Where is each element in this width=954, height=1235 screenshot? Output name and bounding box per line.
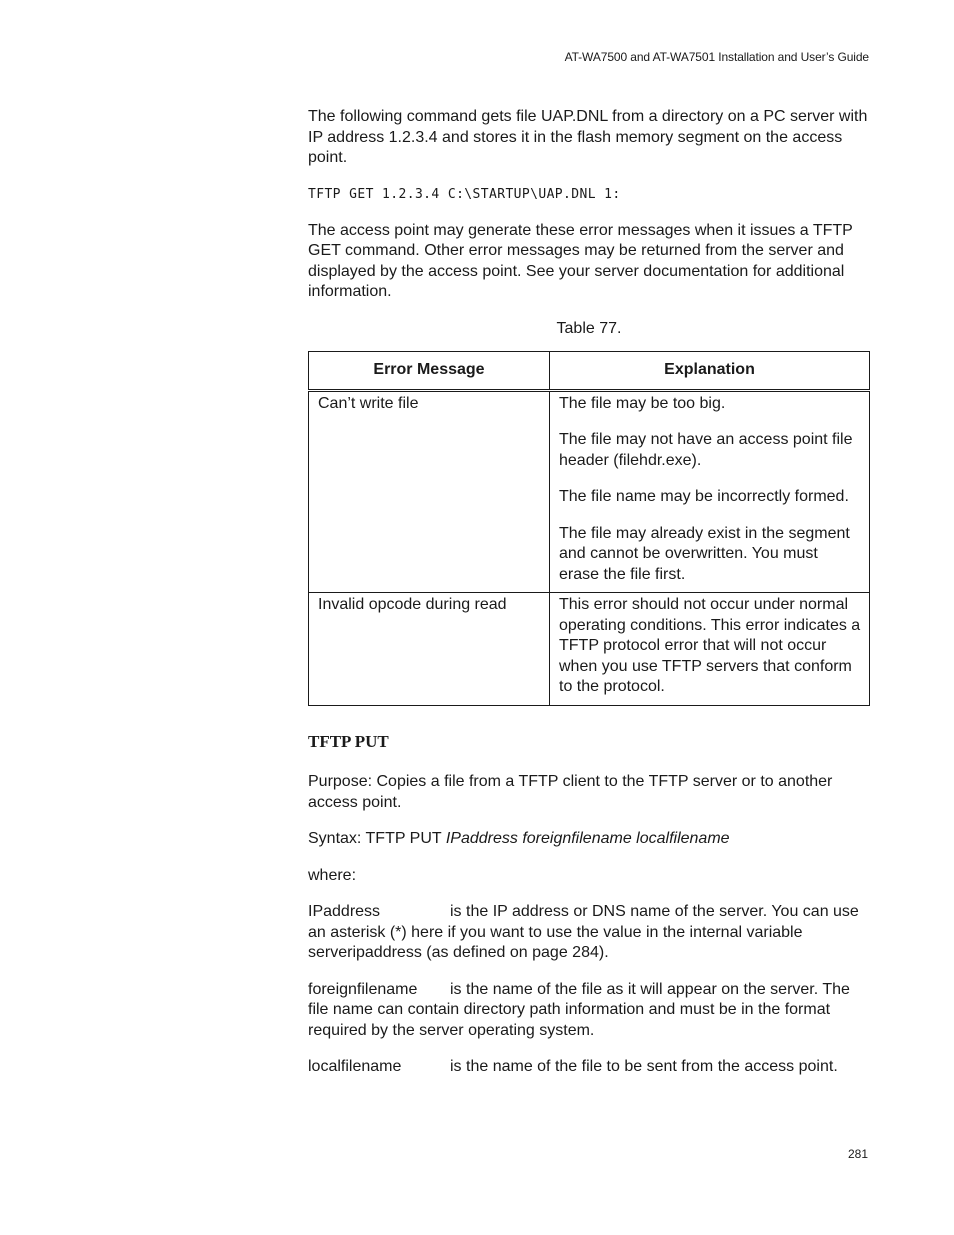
- section-heading: TFTP PUT: [308, 731, 389, 751]
- error-intro-paragraph: The access point may generate these error messages when it issues a TFTP GET command. Other error messages may be returned from the server and displayed by the access point. See your server documentation for additional information.: [308, 221, 853, 300]
- explanation-line: The file may already exist in the segment and cannot be overwritten. You must erase the file first.: [559, 524, 850, 583]
- parameter-name: IPaddress: [308, 903, 381, 920]
- table-row: [309, 390, 870, 593]
- parameter-name: localfilename: [308, 1058, 402, 1075]
- parameter-description: is the name of the file to be sent from the access point.: [450, 1058, 838, 1075]
- page-body: [308, 107, 870, 1094]
- table-row: [309, 593, 870, 706]
- parameter-description: is the IP address or DNS name of the server. You can use an asterisk (*) here if you want to use the value in the internal variable serveripaddress (as defined on page 284).: [308, 903, 859, 961]
- explanation-line: The file name may be incorrectly formed.: [559, 488, 849, 505]
- running-header: AT-WA7500 and AT-WA7501 Installation and User’s Guide: [564, 50, 869, 64]
- explanation-line: The file may not have an access point file header (filehdr.exe).: [559, 431, 853, 469]
- syntax-prefix: Syntax: TFTP PUT: [308, 830, 446, 847]
- column-header-error-message: Error Message: [309, 352, 550, 391]
- parameter-definition: [308, 980, 870, 1042]
- error-message-cell: [309, 593, 550, 706]
- syntax-paragraph: [308, 829, 870, 850]
- parameter-name: foreignfilename: [308, 980, 418, 998]
- error-table: [308, 351, 870, 706]
- parameter-definition: [308, 902, 870, 964]
- parameter-description: is the name of the file as it will appear on the server. The file name can contain directory path information and must be in the format required by the server operating system.: [308, 980, 850, 1039]
- explanation-cell: [550, 390, 870, 593]
- page-number: 281: [847, 1147, 868, 1161]
- intro-paragraph: The following command gets file UAP.DNL from a directory on a PC server with IP address 1.2.3.4 and stores it in the flash memory segment on the access point.: [308, 108, 868, 166]
- error-message: Can’t write file: [318, 394, 419, 412]
- column-header-explanation: Explanation: [550, 352, 870, 391]
- purpose-paragraph: Purpose: Copies a file from a TFTP client to the TFTP server or to another access point.: [308, 773, 833, 811]
- explanation-line: The file may be too big.: [559, 394, 726, 412]
- explanation-cell: [550, 593, 870, 706]
- code-example: TFTP GET 1.2.3.4 C:\STARTUP\UAP.DNL 1:: [308, 186, 621, 202]
- explanation-line: This error should not occur under normal operating conditions. This error indicates a TFTP protocol error that will not occur when you use TFTP servers that conform to the protocol.: [559, 596, 861, 695]
- error-message: Invalid opcode during read: [318, 596, 507, 613]
- table-header-row: [309, 352, 870, 391]
- parameter-definition: [308, 1057, 870, 1078]
- where-label: where:: [308, 866, 357, 884]
- error-message-cell: [309, 390, 550, 593]
- syntax-params: IPaddress foreignfilename localfilename: [445, 830, 730, 847]
- table-caption: Table 77.: [556, 319, 622, 337]
